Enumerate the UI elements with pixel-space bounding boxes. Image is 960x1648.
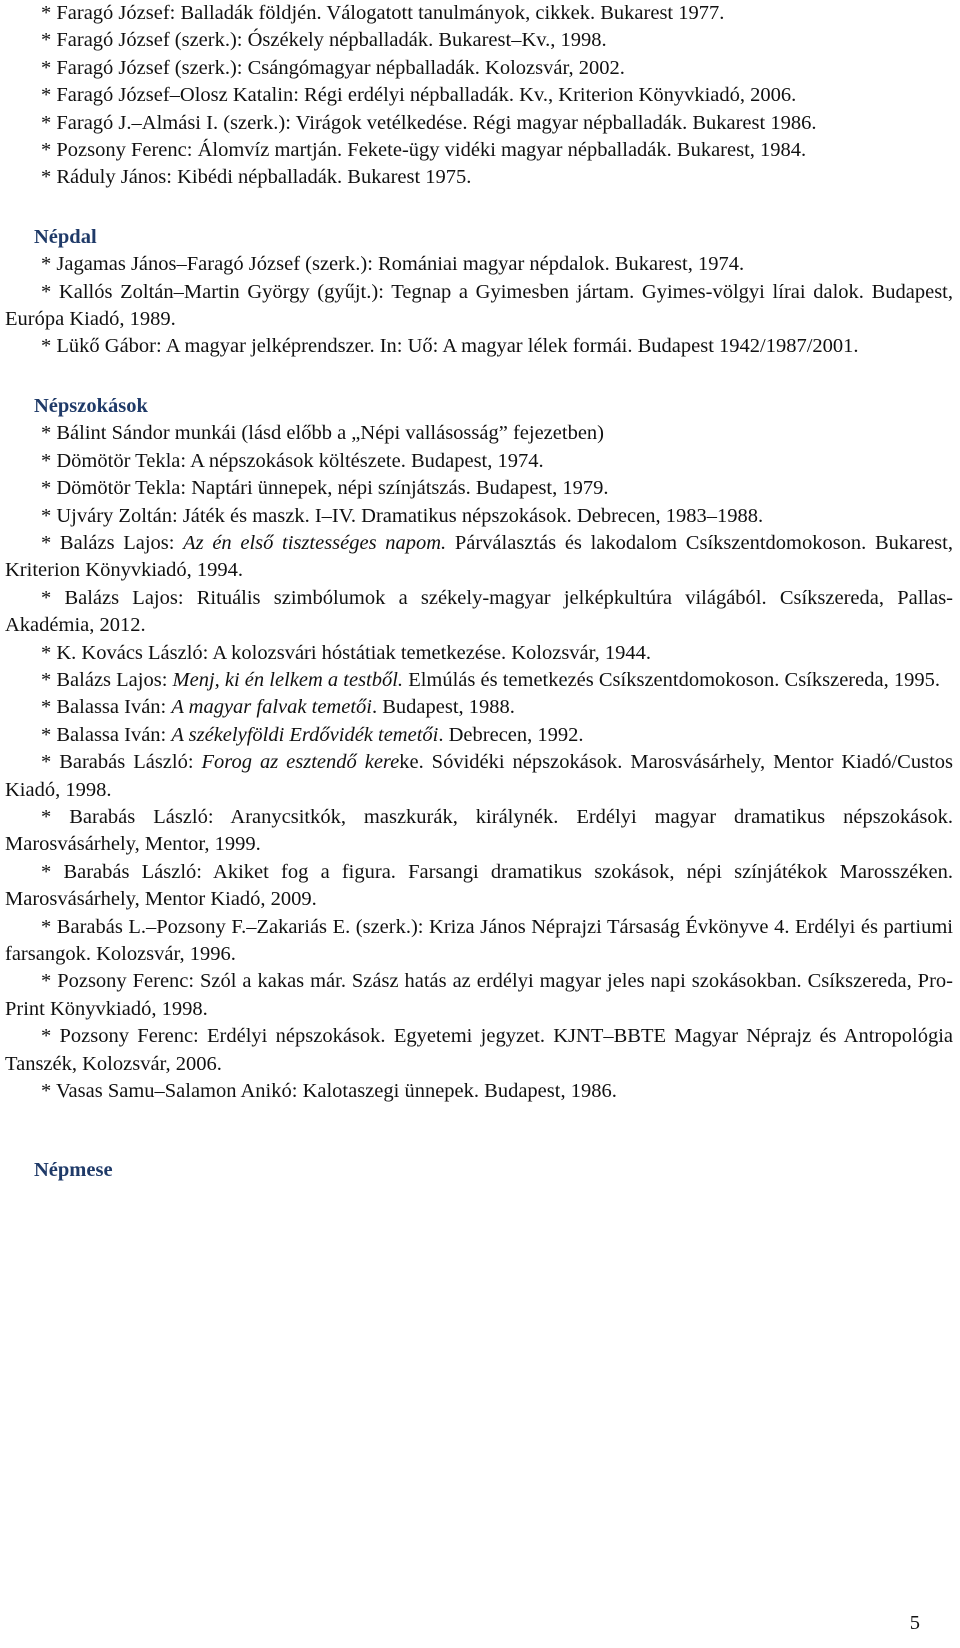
bibliography-entry: * Ráduly János: Kibédi népballadák. Bukarest 1975.	[41, 166, 472, 189]
bibliography-entry: * Ujváry Zoltán: Játék és maszk. I–IV. Dramatikus népszokások. Debrecen, 1983–1988.	[41, 504, 764, 527]
bibliography-entry: * Kallós Zoltán–Martin György (gyűjt.): Tegnap a Gyimesben jártam. Gyimes-völgyi lírai dalok. Budapest, Európa Kiadó, 1989.	[5, 280, 953, 331]
bibliography-entry: * Barabás L.–Pozsony F.–Zakariás E. (szerk.): Kriza János Néprajzi Társaság Évkönyve 4. Erdélyi és partiumi farsangok. Kolozsvár, 1996.	[5, 915, 953, 965]
bibliography	[5, 0, 953, 1185]
bibliography-entry: * Pozsony Ferenc: Szól a kakas már. Szász hatás az erdélyi magyar jeles napi szokásokban. Csíkszereda, Pro-Print Könyvkiadó, 1998.	[5, 970, 953, 1020]
bibliography-entry: * Vasas Samu–Salamon Anikó: Kalotaszegi ünnepek. Budapest, 1986.	[41, 1080, 617, 1103]
bibliography-entry: * Balassa Iván: A székelyföldi Erdővidék temetői. Debrecen, 1992.	[41, 723, 584, 746]
section-heading-nepdal: Népdal	[34, 225, 97, 248]
bibliography-entry: * Balázs Lajos: Menj, ki én lelkem a testből. Elmúlás és temetkezés Csíkszentdomokoson. Csíkszereda, 1995.	[41, 668, 940, 691]
bibliography-entry: * Bálint Sándor munkái (lásd előbb a „Népi vallásosság” fejezetben)	[41, 422, 604, 445]
bibliography-entry: * Faragó József (szerk.): Ószékely népballadák. Bukarest–Kv., 1998.	[41, 29, 607, 52]
bibliography-entry: * Balázs Lajos: Az én első tisztességes napom. Párválasztás és lakodalom Csíkszentdomokoson. Bukarest, Kriterion Könyvkiadó, 1994.	[5, 531, 953, 582]
section-ballads-continued	[5, 0, 953, 192]
section-nepdal	[5, 251, 953, 361]
bibliography-entry: * Balázs Lajos: Rituális szimbólumok a székely-magyar jelképkultúra világából. Csíkszereda, Pallas-Akadémia, 2012.	[5, 586, 953, 637]
bibliography-entry: * Dömötör Tekla: A népszokások költészete. Budapest, 1974.	[41, 449, 544, 472]
section-nepszokasok	[5, 420, 953, 1105]
bibliography-entry: * Barabás László: Forog az esztendő kereke. Sóvidéki népszokások. Marosvásárhely, Mentor Kiadó/Custos Kiadó, 1998.	[5, 751, 953, 801]
bibliography-entry: * Lükő Gábor: A magyar jelképrendszer. In: Uő: A magyar lélek formái. Budapest 1942/1987/2001.	[41, 335, 859, 358]
bibliography-entry: * Pozsony Ferenc: Erdélyi népszokások. Egyetemi jegyzet. KJNT–BBTE Magyar Néprajz és Antropológia Tanszék, Kolozsvár, 2006.	[5, 1025, 953, 1075]
page-number: 5	[909, 1612, 920, 1634]
bibliography-entry: * Faragó József (szerk.): Csángómagyar népballadák. Kolozsvár, 2002.	[41, 56, 625, 79]
bibliography-entry: * Dömötör Tekla: Naptári ünnepek, népi színjátszás. Budapest, 1979.	[41, 477, 609, 500]
bibliography-entry: * Jagamas János–Faragó József (szerk.): Romániai magyar népdalok. Bukarest, 1974.	[41, 253, 745, 276]
bibliography-entry: * Faragó József: Balladák földjén. Válogatott tanulmányok, cikkek. Bukarest 1977.	[41, 2, 725, 24]
section-heading-nepszokasok: Népszokások	[34, 394, 148, 417]
bibliography-entry: * K. Kovács László: A kolozsvári hóstátiak temetkezése. Kolozsvár, 1944.	[41, 641, 652, 664]
section-heading-nepmese: Népmese	[34, 1159, 113, 1182]
bibliography-entry: * Pozsony Ferenc: Álomvíz martján. Fekete-ügy vidéki magyar népballadák. Bukarest, 1984.	[41, 139, 807, 162]
bibliography-entry: * Barabás László: Akiket fog a figura. Farsangi dramatikus szokások, népi színjátékok Marosszéken. Marosvásárhely, Mentor Kiadó, 2009.	[5, 860, 953, 911]
bibliography-entry: * Faragó J.–Almási I. (szerk.): Virágok vetélkedése. Régi magyar népballadák. Bukarest 1986.	[41, 111, 817, 134]
bibliography-entry: * Faragó József–Olosz Katalin: Régi erdélyi népballadák. Kv., Kriterion Könyvkiadó, 2006.	[41, 84, 797, 107]
bibliography-entry: * Barabás László: Aranycsitkók, maszkurák, királynék. Erdélyi magyar dramatikus népszokások. Marosvásárhely, Mentor, 1999.	[5, 805, 953, 856]
bibliography-entry: * Balassa Iván: A magyar falvak temetői. Budapest, 1988.	[41, 696, 515, 719]
